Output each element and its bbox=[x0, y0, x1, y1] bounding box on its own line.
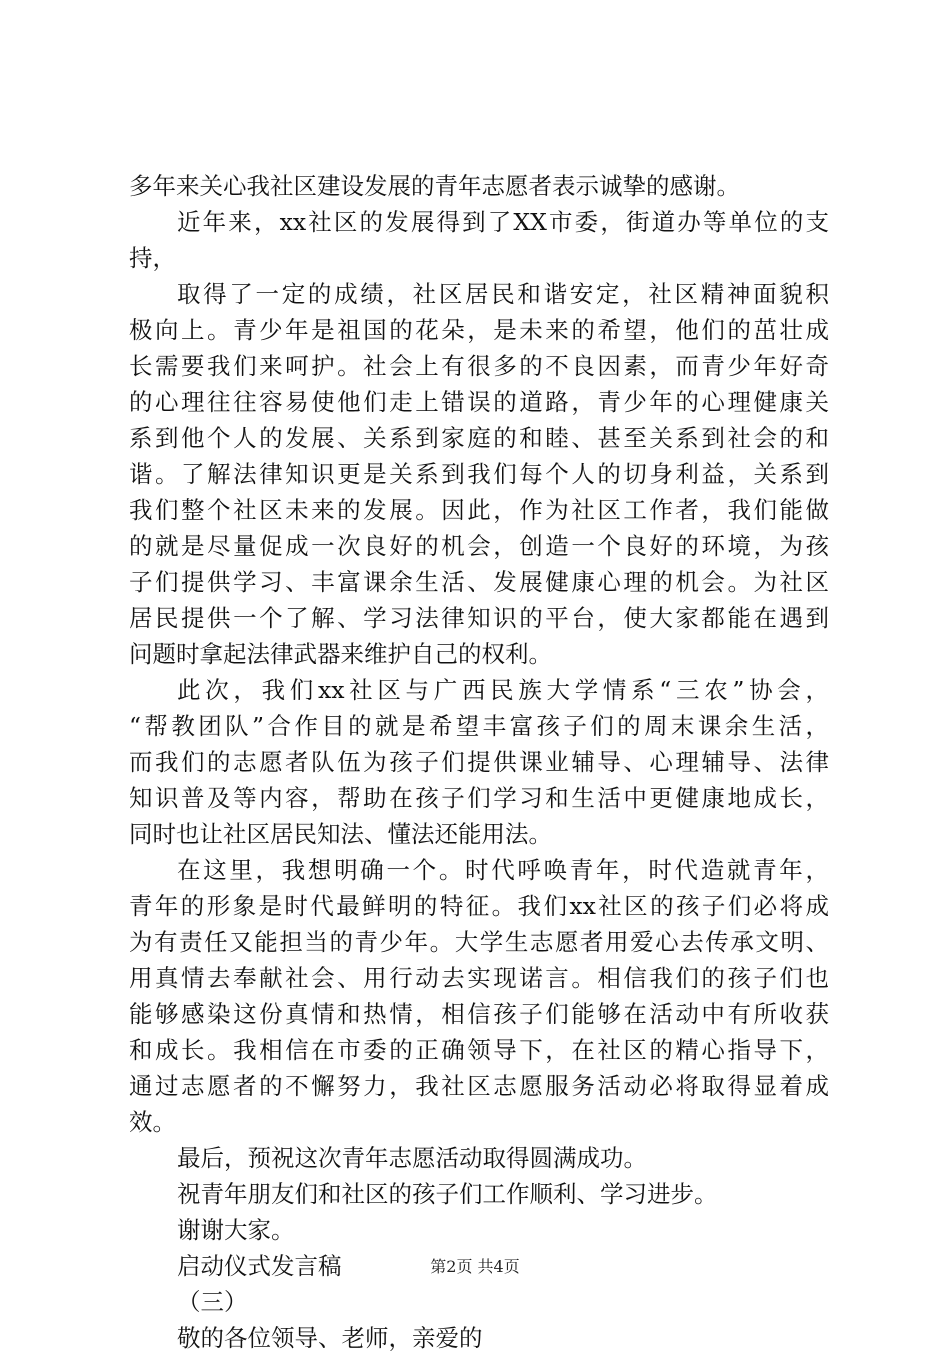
text-line: 问题时拿起法律武器来维护自己的权利。 bbox=[129, 640, 552, 668]
text-line: 的心理往往容易使他们走上错误的道路，青少年的心理健康关 bbox=[129, 388, 829, 416]
text-line: 子们提供学习、丰富课余生活、发展健康心理的机会。为社区 bbox=[129, 568, 829, 596]
text-line: “帮教团队”合作目的就是希望丰富孩子们的周末课余生活， bbox=[129, 712, 829, 740]
text-line: 最后，预祝这次青年志愿活动取得圆满成功。 bbox=[177, 1144, 647, 1172]
text-line: 谢谢大家。 bbox=[177, 1216, 295, 1244]
text-line: 而我们的志愿者队伍为孩子们提供课业辅导、心理辅导、法律 bbox=[129, 748, 829, 776]
text-line: 长需要我们来呵护。社会上有很多的不良因素，而青少年好奇 bbox=[129, 352, 829, 380]
text-line: 和成长。我相信在市委的正确领导下，在社区的精心指导下， bbox=[129, 1036, 829, 1064]
text-line: 极向上。青少年是祖国的花朵，是未来的希望，他们的茁壮成 bbox=[129, 316, 829, 344]
text-line: 的就是尽量促成一次良好的机会，创造一个良好的环境，为孩 bbox=[129, 532, 829, 560]
text-line: 启动仪式发言稿 bbox=[177, 1252, 342, 1280]
text-line: 敬的各位领导、老师，亲爱的 bbox=[177, 1324, 483, 1352]
text-line: 谐。了解法律知识更是关系到我们每个人的切身利益，关系到 bbox=[129, 460, 829, 488]
text-line: 祝青年朋友们和社区的孩子们工作顺利、学习进步。 bbox=[177, 1180, 718, 1208]
text-line: 多年来关心我社区建设发展的青年志愿者表示诚挚的感谢。 bbox=[129, 172, 740, 200]
text-line: 能够感染这份真情和热情，相信孩子们能够在活动中有所收获 bbox=[129, 1000, 829, 1028]
text-line: 居民提供一个了解、学习法律知识的平台，使大家都能在遇到 bbox=[129, 604, 829, 632]
text-line: 青年的形象是时代最鲜明的特征。我们xx社区的孩子们必将成 bbox=[129, 892, 829, 920]
text-line: 在这里，我想明确一个。时代呼唤青年，时代造就青年， bbox=[177, 856, 829, 884]
text-line: 系到他个人的发展、关系到家庭的和睦、甚至关系到社会的和 bbox=[129, 424, 829, 452]
text-line: 持， bbox=[129, 244, 176, 272]
page-footer: 第2页 共4页 bbox=[430, 1257, 520, 1276]
text-line: 取得了一定的成绩，社区居民和谐安定，社区精神面貌积 bbox=[177, 280, 829, 308]
text-line: 此次，我们xx社区与广西民族大学情系“三农”协会， bbox=[177, 676, 829, 704]
text-line: 用真情去奉献社会、用行动去实现诺言。相信我们的孩子们也 bbox=[129, 964, 829, 992]
text-line: 效。 bbox=[129, 1108, 176, 1136]
text-line: 知识普及等内容，帮助在孩子们学习和生活中更健康地成长， bbox=[129, 784, 829, 812]
text-line: 通过志愿者的不懈努力，我社区志愿服务活动必将取得显着成 bbox=[129, 1072, 829, 1100]
text-line: 为有责任又能担当的青少年。大学生志愿者用爱心去传承文明、 bbox=[129, 928, 829, 956]
text-line: 近年来，xx社区的发展得到了XX市委，街道办等单位的支 bbox=[177, 208, 829, 236]
text-line: 我们整个社区未来的发展。因此，作为社区工作者，我们能做 bbox=[129, 496, 829, 524]
text-line: 同时也让社区居民知法、懂法还能用法。 bbox=[129, 820, 552, 848]
text-line: （三） bbox=[177, 1288, 248, 1316]
